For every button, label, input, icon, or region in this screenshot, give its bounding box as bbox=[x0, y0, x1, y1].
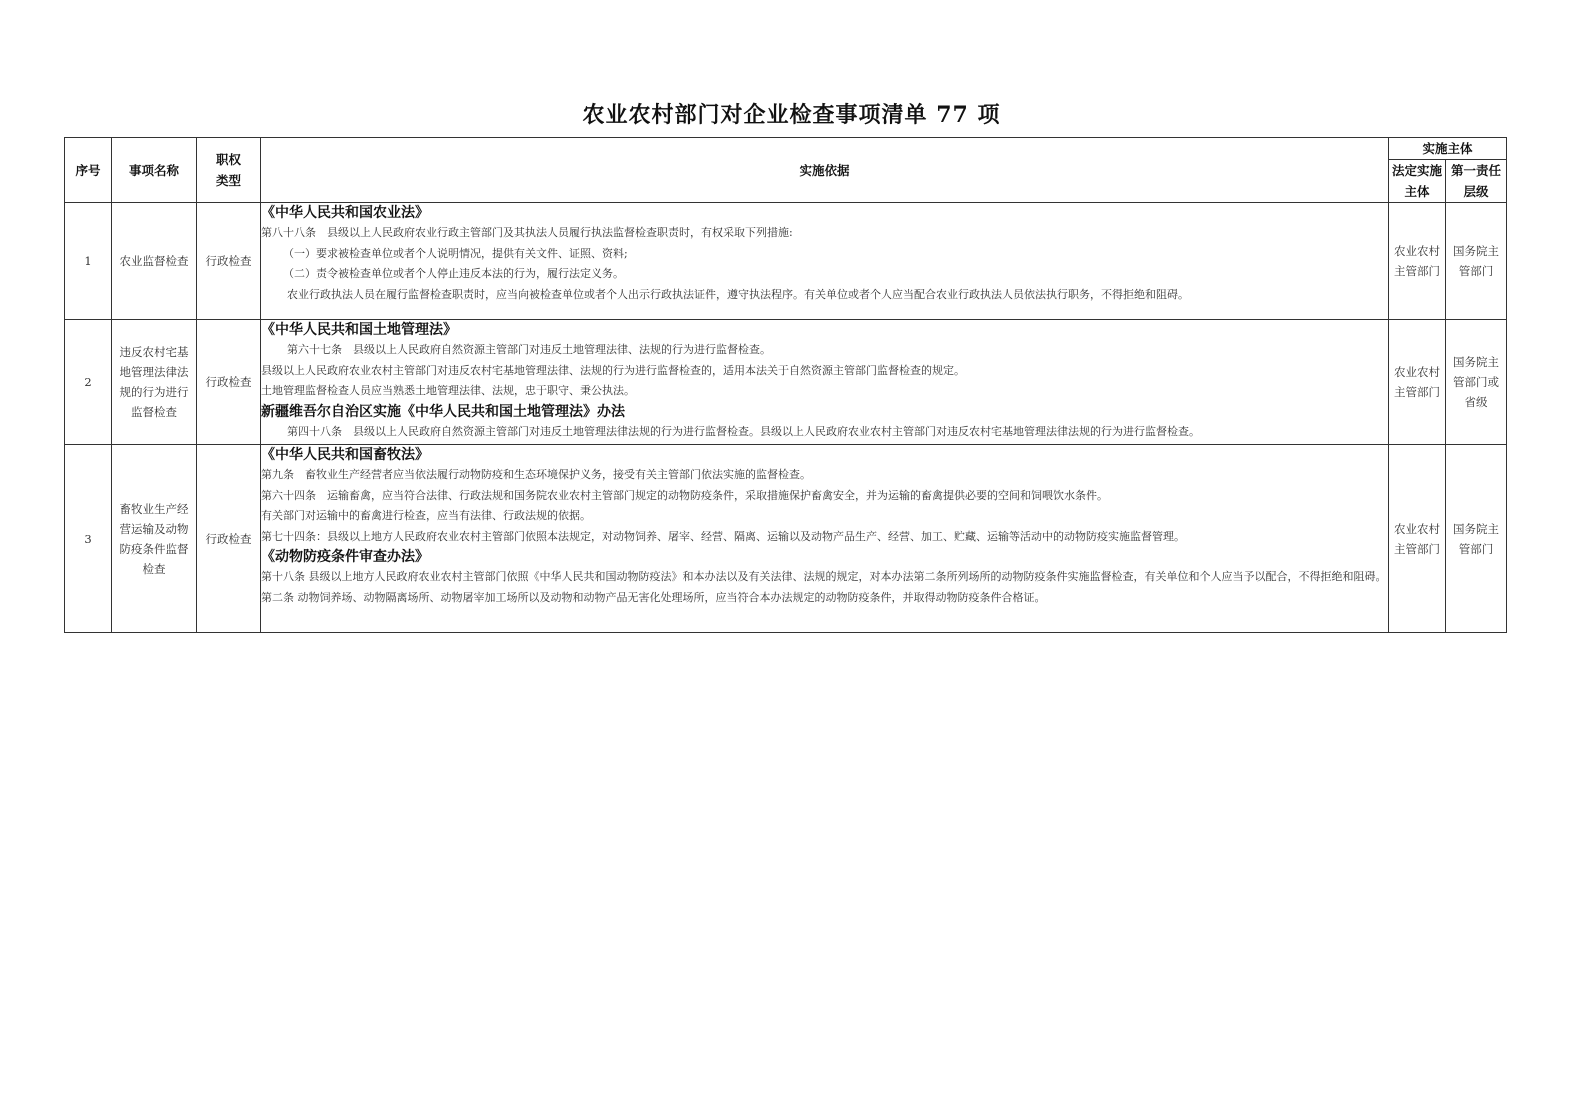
row-seq-cell bbox=[65, 320, 112, 445]
row-seq-cell bbox=[65, 203, 112, 320]
header-legal-executor bbox=[1389, 160, 1446, 203]
row-first-level-cell bbox=[1446, 203, 1507, 320]
row-first-level: 国务院主管部门或省级 bbox=[1453, 355, 1499, 409]
law-title: 《中华人民共和国土地管理法》 bbox=[261, 322, 457, 338]
table-row bbox=[65, 320, 1507, 445]
header-first-level bbox=[1446, 160, 1507, 203]
row-first-level-cell bbox=[1446, 320, 1507, 445]
law-title: 《中华人民共和国畜牧法》 bbox=[261, 447, 429, 463]
basis-paragraph: （一）要求被检查单位或者个人说明情况，提供有关文件、证照、资料; bbox=[283, 246, 628, 260]
basis-paragraph: 第六十四条 运输畜禽，应当符合法律、行政法规和国务院农业农村主管部门规定的动物防疫条件，采取措施保护畜禽安全，并为运输的畜禽提供必要的空间和饲喂饮水条件。 bbox=[261, 488, 1108, 502]
row-power-type-cell bbox=[197, 203, 261, 320]
basis-paragraph: 第八十八条 县级以上人民政府农业行政主管部门及其执法人员履行执法监督检查职责时，有权采取下列措施: bbox=[261, 226, 793, 239]
basis-paragraph: 第七十四条：县级以上地方人民政府农业农村主管部门依照本法规定，对动物饲养、屠宰、经营、隔离、运输以及动物产品生产、经营、加工、贮藏、运输等活动中的动物防疫实施监督管理。 bbox=[261, 529, 1185, 543]
row-legal-executor: 农业农村主管部门 bbox=[1394, 521, 1440, 556]
row-first-level: 国务院主管部门 bbox=[1453, 521, 1499, 556]
row-basis-cell bbox=[261, 320, 1389, 445]
row-power-type: 行政检查 bbox=[205, 531, 252, 546]
header-basis: 实施依据 bbox=[261, 138, 1389, 203]
basis-paragraph: 第九条 畜牧业生产经营者应当依法履行动物防疫和生态环境保护义务，接受有关主管部门依法实施的监督检查。 bbox=[261, 468, 811, 481]
row-seq: 2 bbox=[84, 375, 92, 389]
row-first-level-cell bbox=[1446, 445, 1507, 633]
inspection-items-table bbox=[64, 137, 1507, 633]
basis-paragraph: 农业行政执法人员在履行监督检查职责时，应当向被检查单位或者个人出示行政执法证件，遵守执法程序。有关单位或者个人应当配合农业行政执法人员依法执行职务，不得拒绝和阻碍。 bbox=[287, 287, 1189, 301]
law-title: 《动物防疫条件审查办法》 bbox=[261, 549, 429, 566]
basis-paragraph: 土地管理监督检查人员应当熟悉土地管理法律、法规，忠于职守、秉公执法。 bbox=[261, 384, 635, 398]
row-legal-executor: 农业农村主管部门 bbox=[1394, 365, 1440, 399]
row-power-type-cell bbox=[197, 445, 261, 633]
header-seq: 序号 bbox=[65, 138, 112, 203]
table-row bbox=[65, 203, 1507, 320]
row-item-name: 违反农村宅基地管理法律法规的行为进行监督检查 bbox=[119, 345, 189, 419]
row-power-type-cell bbox=[197, 320, 261, 445]
row-item-name: 农业监督检查 bbox=[119, 254, 189, 268]
law-title: 新疆维吾尔自治区实施《中华人民共和国土地管理法》办法 bbox=[261, 403, 625, 420]
basis-paragraph: 第四十八条 县级以上人民政府自然资源主管部门对违反土地管理法律法规的行为进行监督检查。县级以上人民政府农业农村主管部门对违反农村宅基地管理法律法规的行为进行监督检查。 bbox=[287, 424, 1200, 438]
row-legal-executor: 农业农村主管部门 bbox=[1394, 244, 1440, 278]
header-power-type-label: 职权类型 bbox=[215, 152, 241, 188]
basis-paragraph: 县级以上人民政府农业农村主管部门对违反农村宅基地管理法律、法规的行为进行监督检查的，适用本法关于自然资源主管部门监督检查的规定。 bbox=[261, 363, 965, 377]
law-title: 《中华人民共和国农业法》 bbox=[261, 205, 429, 221]
basis-paragraph: （二）责令被检查单位或者个人停止违反本法的行为，履行法定义务。 bbox=[283, 267, 624, 281]
row-item-name-cell bbox=[112, 445, 197, 633]
header-legal-executor-label: 法定实施主体 bbox=[1391, 163, 1442, 199]
header-executor: 实施主体 bbox=[1389, 138, 1507, 160]
row-legal-executor-cell bbox=[1389, 203, 1446, 320]
table-row bbox=[65, 445, 1507, 633]
row-first-level: 国务院主管部门 bbox=[1453, 244, 1499, 278]
row-item-name-cell bbox=[112, 320, 197, 445]
row-basis-cell bbox=[261, 203, 1389, 320]
row-power-type: 行政检查 bbox=[205, 254, 252, 268]
row-legal-executor-cell bbox=[1389, 445, 1446, 633]
row-item-name: 畜牧业生产经营运输及动物防疫条件监督检查 bbox=[119, 501, 189, 576]
header-first-level-label: 第一责任层级 bbox=[1450, 163, 1501, 199]
row-legal-executor-cell bbox=[1389, 320, 1446, 445]
document-title: 农业农村部门对企业检查事项清单 77 项 bbox=[582, 102, 1001, 128]
row-item-name-cell bbox=[112, 203, 197, 320]
row-power-type: 行政检查 bbox=[205, 375, 252, 389]
basis-paragraph: 有关部门对运输中的畜禽进行检查，应当有法律、行政法规的依据。 bbox=[261, 509, 591, 523]
row-basis-cell bbox=[261, 445, 1389, 633]
row-seq-cell bbox=[65, 445, 112, 633]
header-item-name: 事项名称 bbox=[112, 138, 197, 203]
basis-paragraph: 第十八条 县级以上地方人民政府农业农村主管部门依照《中华人民共和国动物防疫法》和本办法以及有关法律、法规的规定，对本办法第二条所列场所的动物防疫条件实施监督检查，有关单位和个人应当予以配合，不得拒绝和阻碍。第二条 动物饲养场、动物隔离场所、动物屠宰加工场所以及动物和动物产品无害化处理场所，应当符合本办法规定的动物防疫条件，并取得动物防疫条件合格证。 bbox=[261, 570, 1387, 604]
basis-paragraph: 第六十七条 县级以上人民政府自然资源主管部门对违反土地管理法律、法规的行为进行监督检查。 bbox=[287, 343, 771, 356]
row-seq: 1 bbox=[84, 254, 92, 268]
row-seq: 3 bbox=[84, 531, 92, 546]
header-power-type bbox=[197, 138, 261, 203]
